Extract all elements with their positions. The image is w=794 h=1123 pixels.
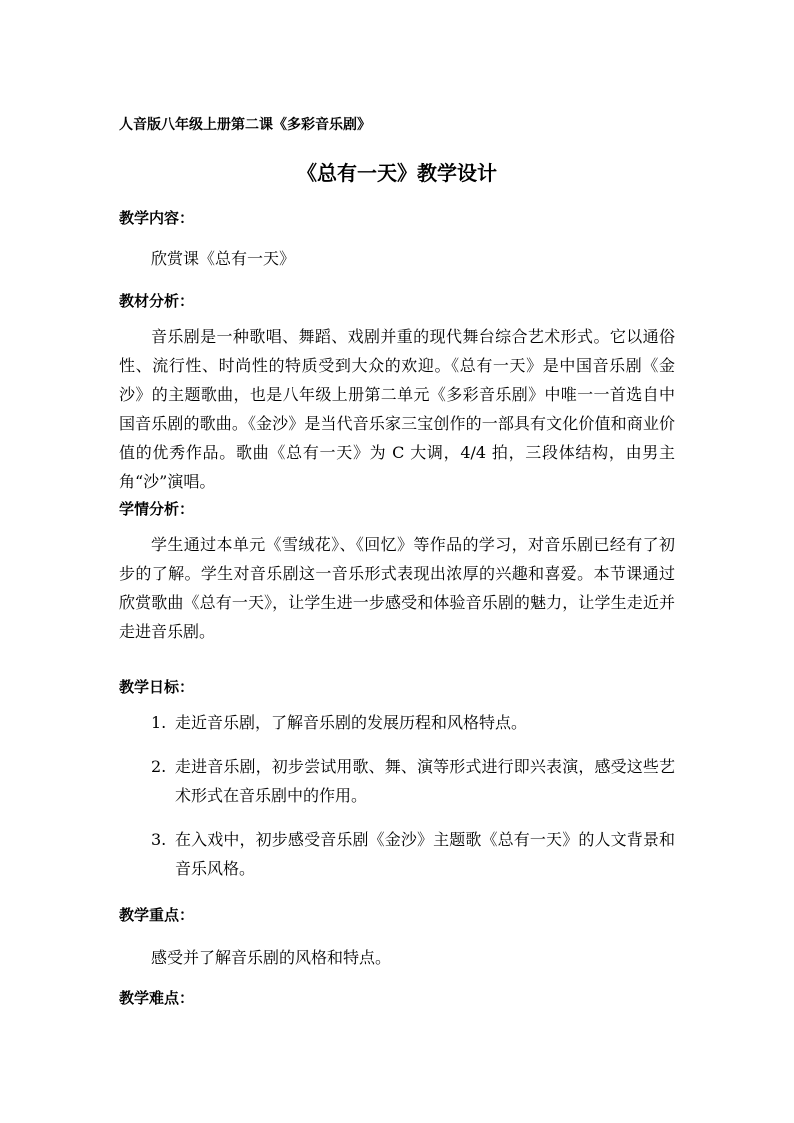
goal-item	[119, 825, 675, 883]
goal-number: 3.	[151, 830, 167, 849]
goal-text: 走进音乐剧，初步尝试用歌、舞、演等形式进行即兴表演，感受这些艺术形式在音乐剧中的作用。	[175, 757, 675, 805]
goal-number: 2.	[151, 757, 167, 776]
goal-text: 走近音乐剧，了解音乐剧的发展历程和风格特点。	[175, 713, 528, 732]
section-heading-students: 学情分析：	[119, 500, 195, 518]
goals-list	[119, 708, 675, 898]
goal-text: 在入戏中，初步感受音乐剧《金沙》主题歌《总有一天》的人文背景和音乐风格。	[175, 830, 675, 878]
section-text-students: 学生通过本单元《雪绒花》、《回忆》等作品的学习，对音乐剧已经有了初步的了解。学生对音乐剧这一音乐形式表现出浓厚的兴趣和喜爱。本节课通过欣赏歌曲《总有一天》，让学生进一步感受和体验音乐剧的魅力，让学生走近并走进音乐剧。	[119, 535, 675, 641]
goal-number: 1.	[151, 713, 167, 732]
document-title: 《总有一天》教学设计	[297, 161, 497, 185]
section-text-material: 音乐剧是一种歌唱、舞蹈、戏剧并重的现代舞台综合艺术形式。它以通俗性、流行性、时尚性的特质受到大众的欢迎。《总有一天》是中国音乐剧《金沙》的主题歌曲，也是八年级上册第二单元《多彩音乐剧》中唯一一首选自中国音乐剧的歌曲。《金沙》是当代音乐家三宝创作的一部具有文化价值和商业价值的优秀作品。歌曲《总有一天》为 C 大调，4/4 拍，三段体结构，由男主角“沙”演唱。	[119, 327, 675, 491]
section-heading-goals: 教学日标：	[119, 678, 195, 696]
goal-item	[119, 708, 675, 737]
section-text-key-points: 感受并了解音乐剧的风格和特点。	[151, 948, 392, 967]
section-heading-content: 教学内容：	[119, 209, 195, 227]
section-heading-material: 教材分析：	[119, 292, 195, 310]
goal-item	[119, 752, 675, 810]
section-text-content: 欣赏课《总有一天》	[151, 249, 296, 268]
section-heading-key-points: 教学重点：	[119, 906, 195, 924]
document-header: 人音版八年级上册第二课《多彩音乐剧》	[119, 117, 371, 133]
section-heading-difficulties: 教学难点：	[119, 989, 195, 1007]
